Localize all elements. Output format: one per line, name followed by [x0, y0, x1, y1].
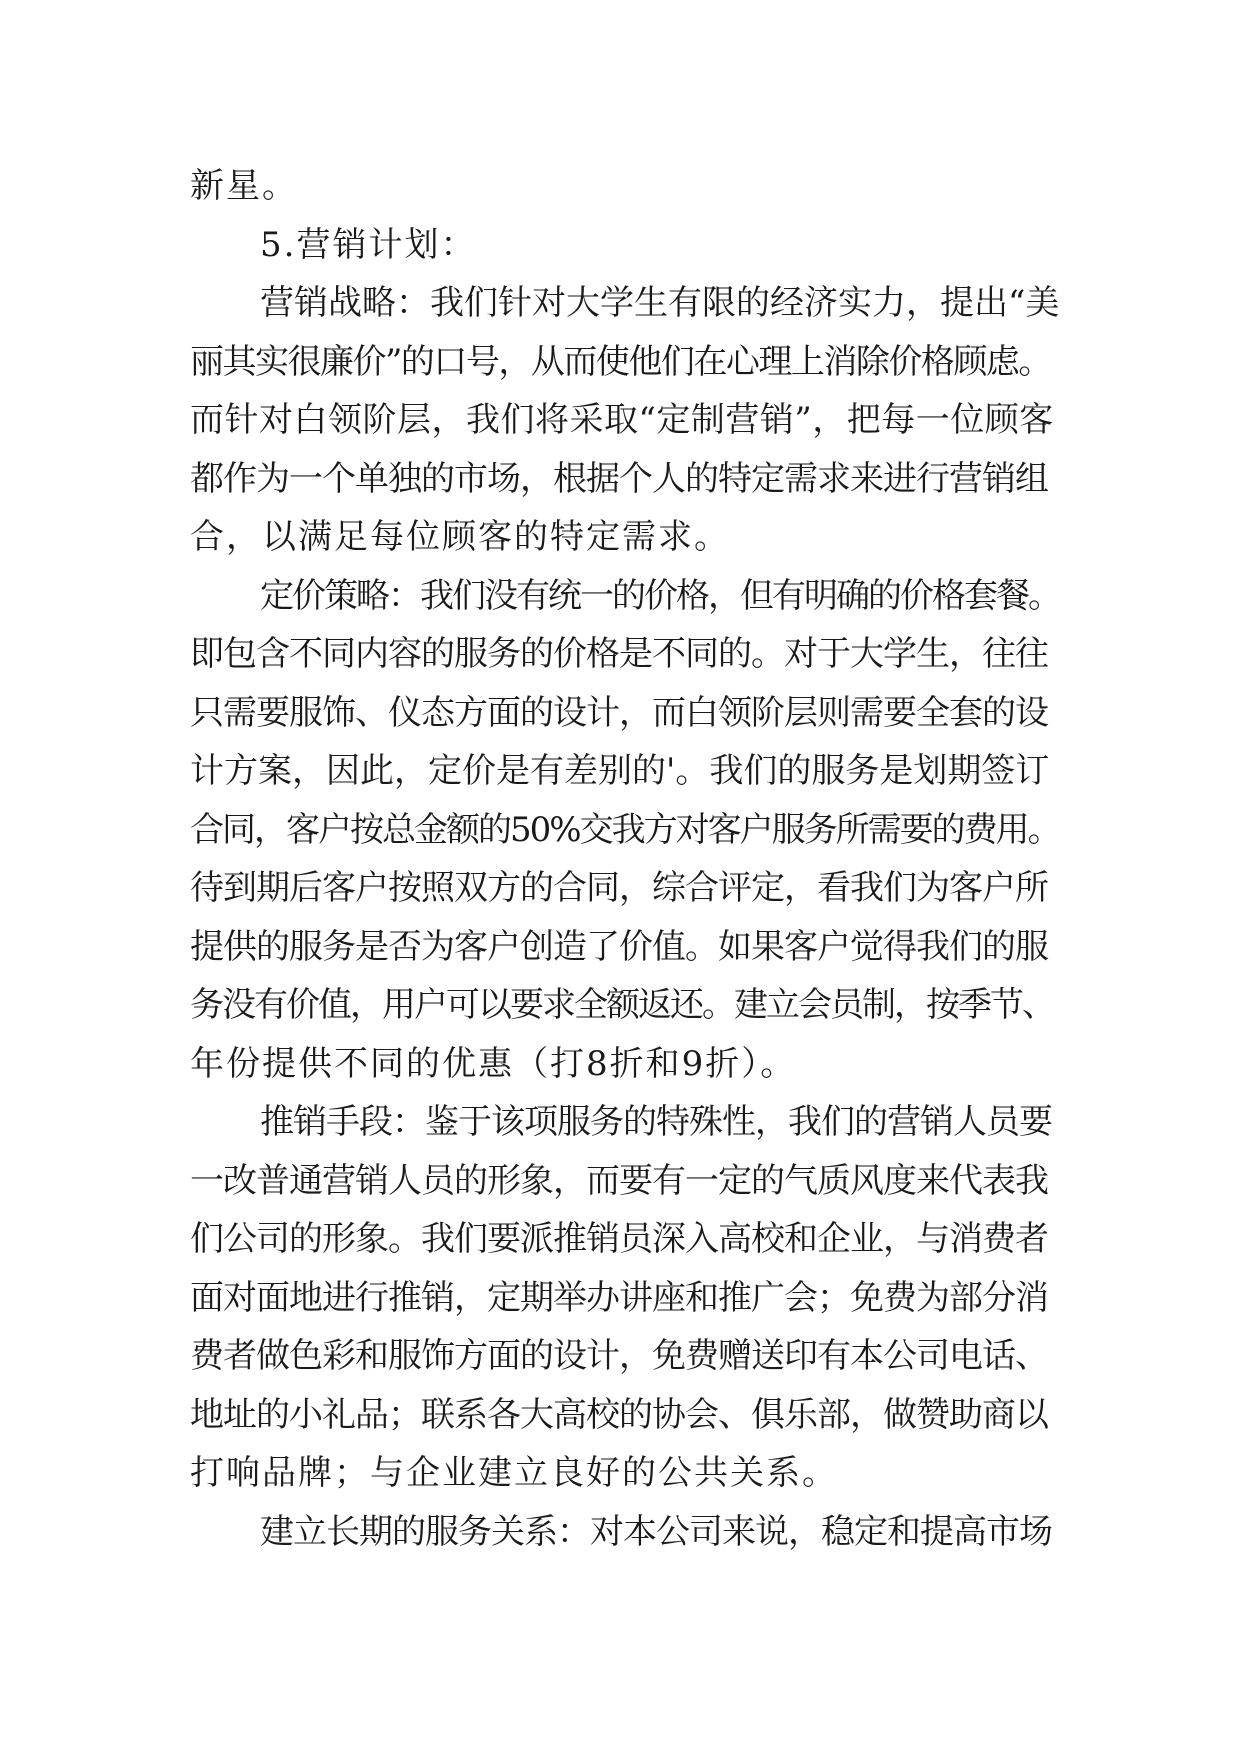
- text-line: 即包含不同内容的服务的价格是不同的。对于大学生，往往: [190, 634, 1048, 674]
- text-line: 营销战略：我们针对大学生有限的经济实力，提出“美: [260, 283, 1060, 323]
- text-line: 打响品牌；与企业建立良好的公共关系。: [190, 1453, 838, 1493]
- text-line: 计方案，因此，定价是有差别的'。我们的服务是划期签订: [190, 751, 1050, 791]
- text-line: 只需要服饰、仪态方面的设计，而白领阶层则需要全套的设: [190, 692, 1048, 733]
- text-line: 待到期后客户按照双方的合同，综合评定，看我们为客户所: [190, 868, 1048, 908]
- text-line: 而针对白领阶层，我们将采取“定制营销”，把每一位顾客: [190, 400, 1054, 440]
- text-line: 建立长期的服务关系：对本公司来说，稳定和提高市场: [260, 1511, 1052, 1552]
- text-line: 新星。: [190, 166, 298, 206]
- text-line: 合同，客户按总金额的50%交我方对客户服务所需要的费用。: [190, 809, 1060, 850]
- text-line: 费者做色彩和服饰方面的设计，免费赠送印有本公司电话、: [190, 1336, 1048, 1376]
- text-line: 都作为一个单独的市场，根据个人的特定需求来进行营销组: [190, 458, 1048, 499]
- text-line: 地址的小礼品；联系各大高校的协会、俱乐部，做赞助商以: [190, 1394, 1048, 1435]
- text-line: 定价策略：我们没有统一的价格，但有明确的价格套餐。: [260, 575, 1060, 616]
- text-line: 面对面地进行推销，定期举办讲座和推广会；免费为部分消: [190, 1277, 1048, 1318]
- text-line: 丽其实很廉价”的口号，从而使他们在心理上消除价格顾虑。: [190, 341, 1051, 382]
- body-text: [190, 157, 1060, 1561]
- text-line: 合，以满足每位顾客的特定需求。: [190, 517, 730, 557]
- text-line: 一改普通营销人员的形象，而要有一定的气质风度来代表我: [190, 1160, 1048, 1201]
- text-line: 务没有价值，用户可以要求全额返还。建立会员制，按季节、: [190, 985, 1054, 1025]
- text-line: 5.营销计划：: [260, 224, 477, 265]
- text-line: 提供的服务是否为客户创造了价值。如果客户觉得我们的服: [190, 926, 1048, 967]
- text-line: 们公司的形象。我们要派推销员深入高校和企业，与消费者: [190, 1219, 1048, 1259]
- text-line: 推销手段：鉴于该项服务的特殊性，我们的营销人员要: [260, 1102, 1052, 1142]
- text-line: 年份提供不同的优惠（打8折和9折）。: [190, 1043, 797, 1084]
